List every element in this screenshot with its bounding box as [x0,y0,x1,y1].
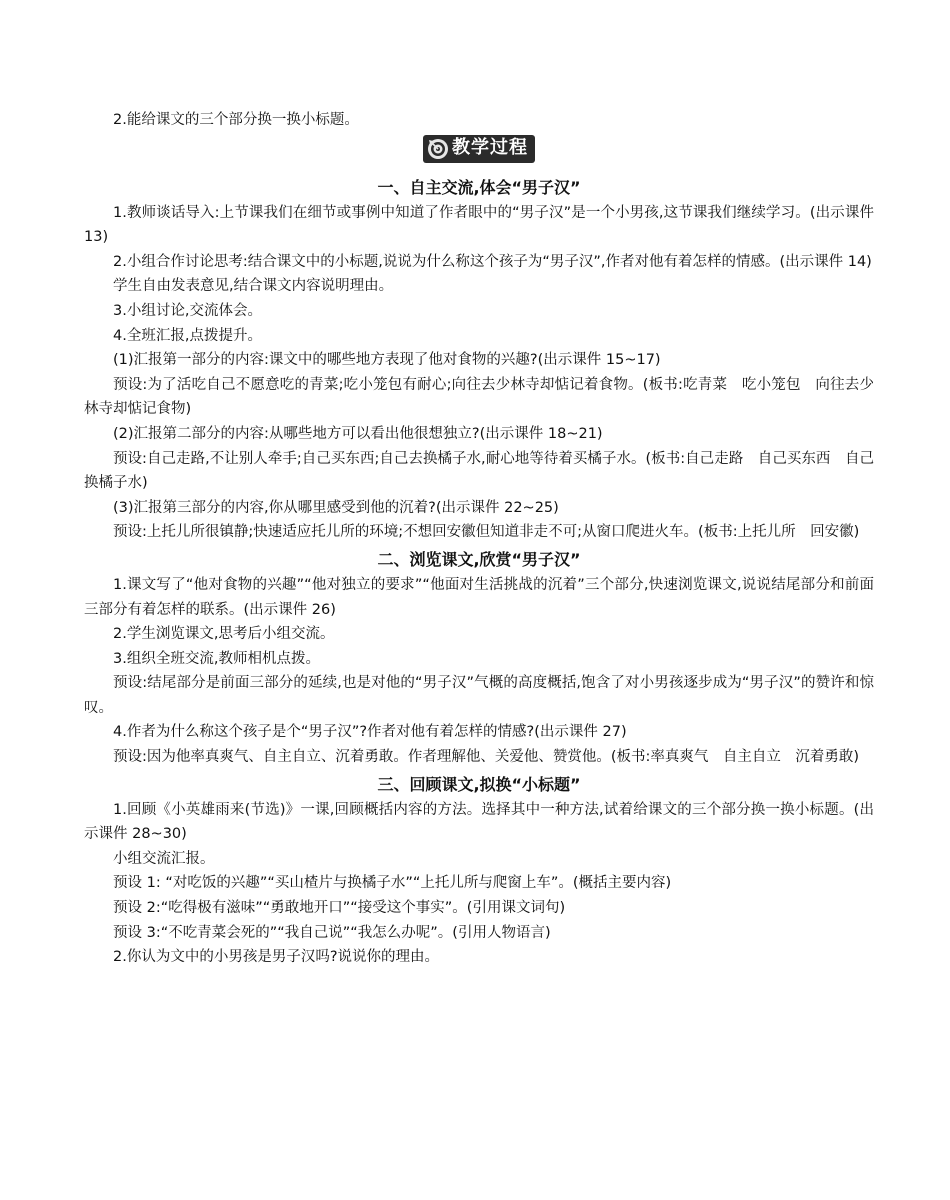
paragraph: 预设 3:“不吃青菜会死的”“我自己说”“我怎么办呢”。(引用人物语言) [113,924,551,941]
paragraph: 2.小组合作讨论思考:结合课文中的小标题,说说为什么称这个孩子为“男子汉”,作者对他有着怎样的情感。(出示课件 14) [113,253,872,270]
paragraph: 学生自由发表意见,结合课文内容说明理由。 [113,278,394,295]
paragraph: (2)汇报第二部分的内容:从哪些地方可以看出他很想独立?(出示课件 18~21) [113,425,603,442]
paragraph: 2.你认为文中的小男孩是男子汉吗?说说你的理由。 [113,949,440,966]
paragraph: 4.全班汇报,点拨提升。 [113,327,262,344]
paragraph: 预设 1: “对吃饭的兴趣”“买山楂片与换橘子水”“上托儿所与爬窗上车”。(概括主要内容) [113,875,672,892]
target-icon [427,138,449,160]
section-heading: 二、浏览课文,欣赏“男子汉” [377,549,581,569]
section-banner [423,135,535,163]
paragraph: 2.学生浏览课文,思考后小组交流。 [113,626,335,643]
paragraph: 预设:上托儿所很镇静;快速适应托儿所的环境;不想回安徽但知道非走不可;从窗口爬进火车。(板书:上托儿所 回安徽) [113,524,860,541]
paragraph: 4.作者为什么称这个孩子是个“男子汉”?作者对他有着怎样的情感?(出示课件 27) [113,724,627,741]
paragraph: 1.回顾《小英雄雨来(节选)》一课,回顾概括内容的方法。选择其中一种方法,试着给课文的三个部分换一换小标题。(出示课件 28~30) [84,801,874,843]
paragraph: 1.课文写了“他对食物的兴趣”“他对独立的要求”“他面对生活挑战的沉着”三个部分,快速浏览课文,说说结尾部分和前面三部分有着怎样的联系。(出示课件 26) [84,576,874,618]
section-banner-wrap [84,135,874,165]
paragraph: (3)汇报第三部分的内容,你从哪里感受到他的沉着?(出示课件 22~25) [113,499,559,516]
paragraph: 1.教师谈话导入:上节课我们在细节或事例中知道了作者眼中的“男子汉”是一个小男孩,这节课我们继续学习。(出示课件 13) [84,204,874,246]
section-heading: 三、回顾课文,拟换“小标题” [377,774,581,794]
section-heading: 一、自主交流,体会“男子汉” [377,177,581,197]
paragraph: 3.组织全班交流,教师相机点拨。 [113,650,320,667]
paragraph: 预设:因为他率真爽气、自主自立、沉着勇敢。作者理解他、关爱他、赞赏他。(板书:率真爽气 自主自立 沉着勇敢) [113,749,860,766]
banner-title: 教学过程 [452,137,528,159]
paragraph: 预设:结尾部分是前面三部分的延续,也是对他的“男子汉”气概的高度概括,饱含了对小男孩逐步成为“男子汉”的赞许和惊叹。 [84,675,874,716]
paragraph: 预设:为了活吃自己不愿意吃的青菜;吃小笼包有耐心;向往去少林寺却惦记着食物。(板书:吃青菜 吃小笼包 向往去少林寺却惦记食物) [84,376,874,418]
paragraph: 预设 2:“吃得极有滋味”“勇敢地开口”“接受这个事实”。(引用课文词句) [113,900,566,917]
paragraph: 小组交流汇报。 [113,850,215,867]
paragraph: 预设:自己走路,不让别人牵手;自己买东西;自己去换橘子水,耐心地等待着买橘子水。(板书:自己走路 自己买东西 自己换橘子水) [84,450,874,492]
goal-line: 2.能给课文的三个部分换一换小标题。 [113,112,359,128]
document-page [84,108,874,970]
paragraph: (1)汇报第一部分的内容:课文中的哪些地方表现了他对食物的兴趣?(出示课件 15~17) [113,352,661,369]
paragraph: 3.小组讨论,交流体会。 [113,302,262,319]
